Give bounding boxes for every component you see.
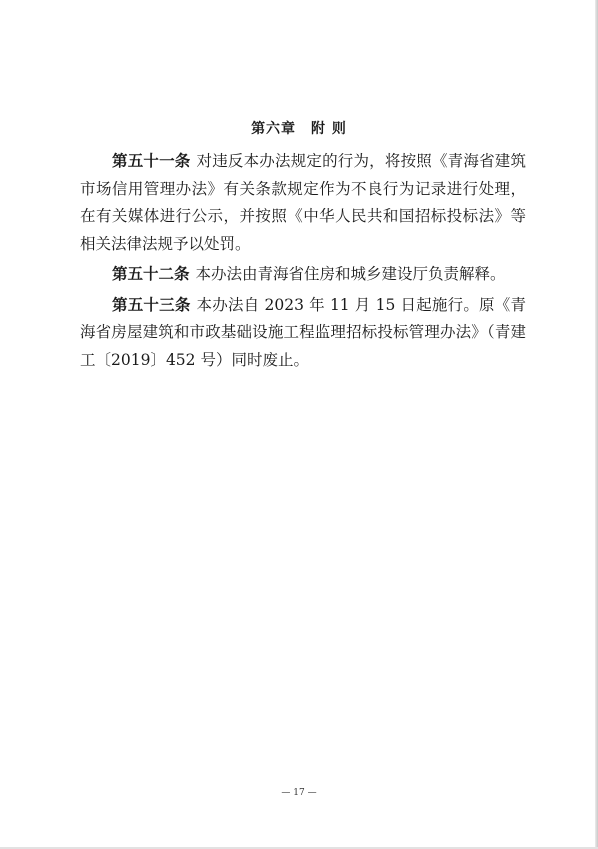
article-number: 第五十三条 <box>112 294 191 314</box>
article-text: 对违反本办法规定的行为，将按照《青海省建筑市场信用管理办法》有关条款规定作为不良行为记录进行处理，在有关媒体进行公示，并按照《中华人民共和国招标投标法》等相关法律法规予以处罚。 <box>80 152 526 253</box>
article-52 <box>80 260 526 289</box>
article-number: 第五十二条 <box>112 264 190 283</box>
chapter-heading: 第六章 附 则 <box>251 121 347 137</box>
article-53 <box>80 291 526 375</box>
article-number: 第五十一条 <box>112 151 191 170</box>
article-text: 本办法自 2023 年 11 月 15 日起施行。原《青海省房屋建筑和市政基础设施工程监理招标投标管理办法》（青建工〔2019〕452 号）同时废止。 <box>80 295 526 369</box>
article-51 <box>80 147 526 258</box>
article-text: 本办法由青海省住房和城乡建设厅负责解释。 <box>195 265 506 283</box>
page-number: — 17 — <box>281 788 317 798</box>
document-body <box>80 147 526 374</box>
